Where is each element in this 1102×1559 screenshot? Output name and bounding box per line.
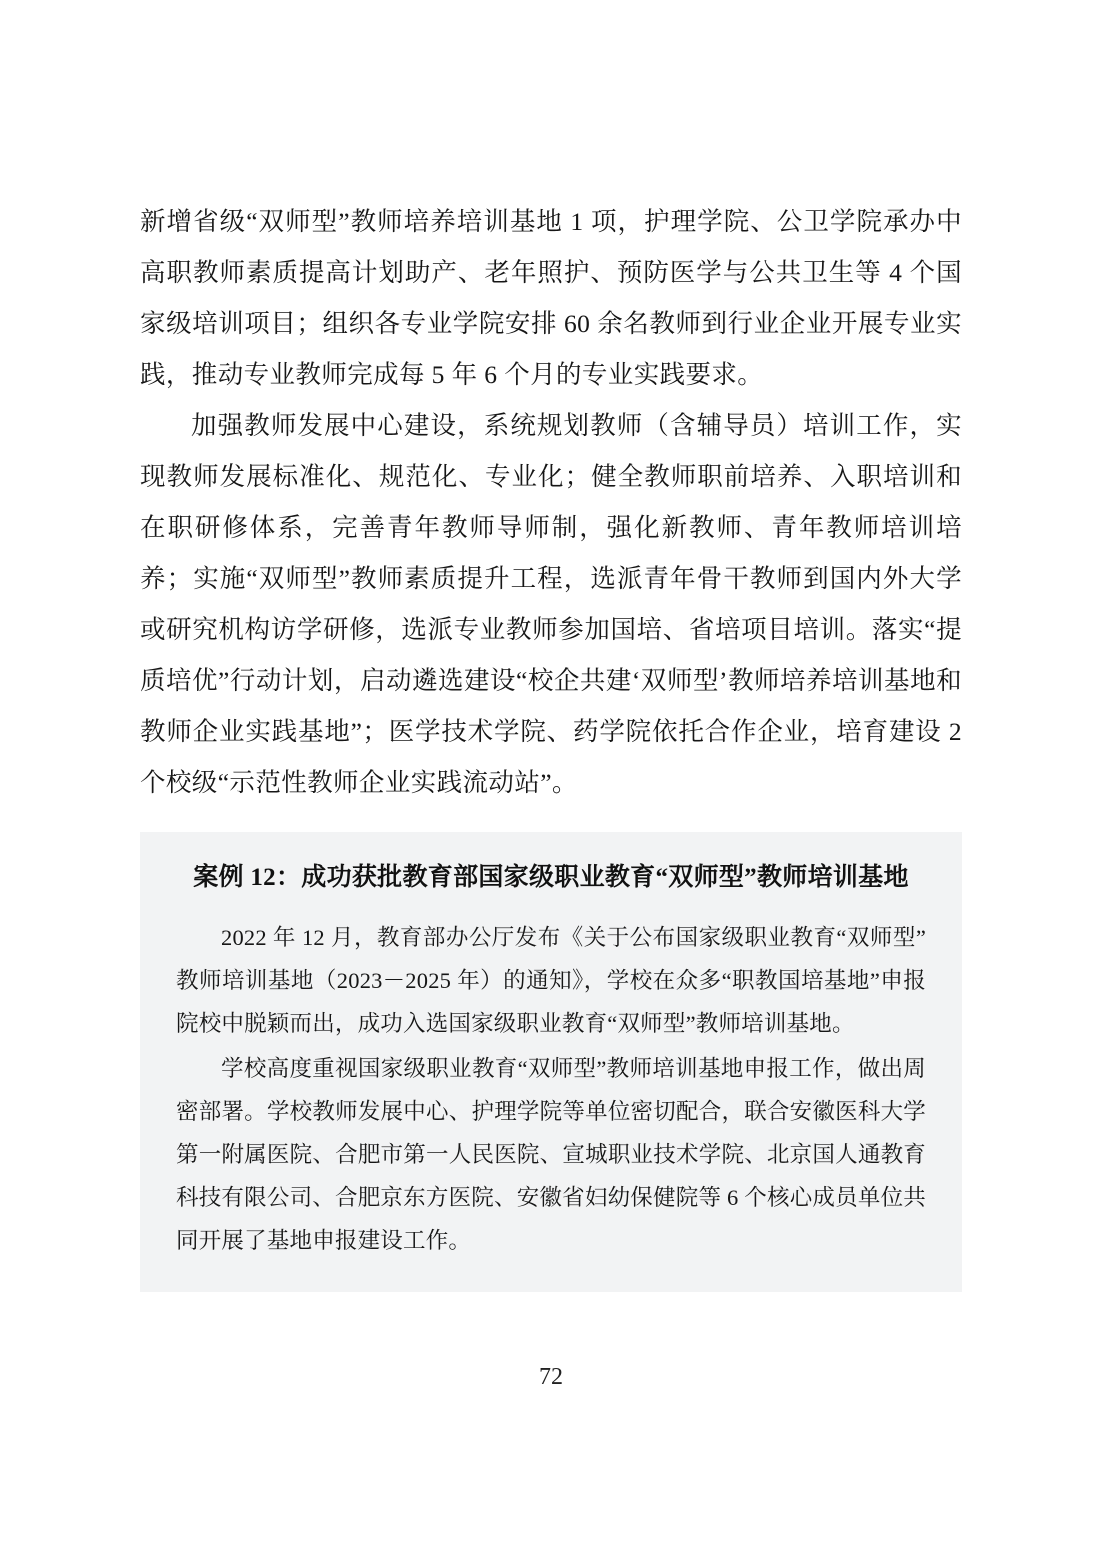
paragraph-2: 加强教师发展中心建设，系统规划教师（含辅导员）培训工作，实现教师发展标准化、规范化、专业化；健全教师职前培养、入职培训和在职研修体系，完善青年教师导师制，强化新教师、青年教师培训培养；实施“双师型”教师素质提升工程，选派青年骨干教师到国内外大学或研究机构访学研修，选派专业教师参加国培、省培项目培训。落实“提质培优”行动计划，启动遴选建设“校企共建‘双师型’教师培养培训基地和教师企业实践基地”；医学技术学院、药学院依托合作企业，培育建设 2 个校级“示范性教师企业实践流动站”。: [140, 411, 962, 797]
paragraph-1: 新增省级“双师型”教师培养培训基地 1 项，护理学院、公卫学院承办中高职教师素质提高计划助产、老年照护、预防医学与公共卫生等 4 个国家级培训项目；组织各专业学院安排 60 余名教师到行业企业开展专业实践，推动专业教师完成每 5 年 6 个月的专业实践要求。: [140, 207, 962, 389]
case-study-paragraph-1: 2022 年 12 月，教育部办公厅发布《关于公布国家级职业教育“双师型”教师培训基地（2023－2025 年）的通知》，学校在众多“职教国培基地”申报院校中脱颖而出，成功入选国家级职业教育“双师型”教师培训基地。: [176, 925, 926, 1036]
case-study-paragraph-2: 学校高度重视国家级职业教育“双师型”教师培训基地申报工作，做出周密部署。学校教师发展中心、护理学院等单位密切配合，联合安徽医科大学第一附属医院、合肥市第一人民医院、宣城职业技术学院、北京国人通教育科技有限公司、合肥京东方医院、安徽省妇幼保健院等 6 个核心成员单位共同开展了基地申报建设工作。: [176, 1056, 926, 1253]
case-study-title: 案例 12：成功获批教育部国家级职业教育“双师型”教师培训基地: [193, 864, 909, 891]
case-study-box: [140, 832, 962, 1292]
page-number: 72: [539, 1364, 563, 1390]
